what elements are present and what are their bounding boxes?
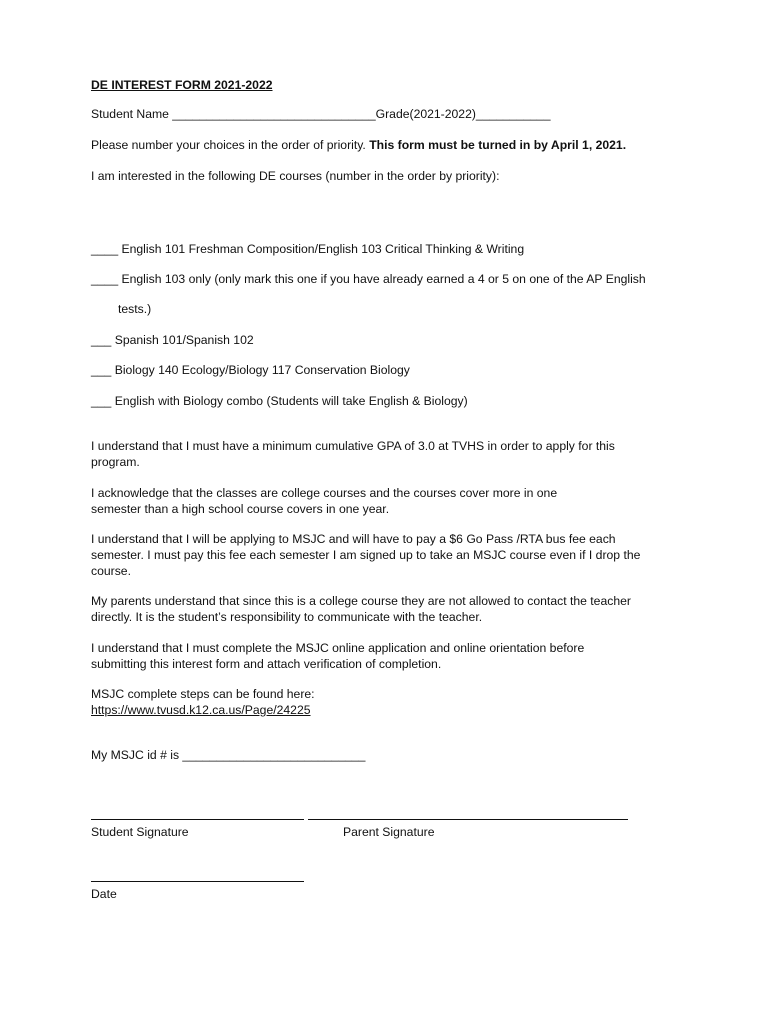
ack-line: semester. I must pay this fee each semester I am signed up to take an MSJC course even if I drop the [91,548,641,562]
ack-line: course. [91,564,131,578]
ack-msjc-fee [91,531,671,579]
course-item-biology: ___ Biology 140 Ecology/Biology 117 Conservation Biology [91,363,410,377]
msjc-steps-label: MSJC complete steps can be found here: [91,687,315,701]
date-line [91,881,304,882]
parent-signature-label: Parent Signature [343,825,435,839]
course-item-english-biology-combo: ___ English with Biology combo (Students will take English & Biology) [91,394,468,408]
ack-online-application [91,640,671,672]
date-label: Date [91,887,117,901]
deadline-notice: This form must be turned in by April 1, 2021. [369,138,627,152]
ack-parent-contact [91,593,671,625]
ack-gpa-requirement [91,438,671,470]
msjc-steps-link[interactable]: https://www.tvusd.k12.ca.us/Page/24225 [91,703,311,717]
ack-line: My parents understand that since this is a college course they are not allowed to contact the teacher [91,594,631,608]
ack-college-courses [91,485,671,517]
course-item-english-101: ____ English 101 Freshman Composition/English 103 Critical Thinking & Writing [91,242,525,256]
course-item-spanish: ___ Spanish 101/Spanish 102 [91,333,254,347]
ack-line: I acknowledge that the classes are college courses and the courses cover more in one [91,486,558,500]
ack-line: semester than a high school course covers in one year. [91,502,390,516]
ack-line: I understand that I must complete the MSJC online application and online orientation before [91,641,585,655]
form-title: DE INTEREST FORM 2021-2022 [91,78,273,92]
ack-line: program. [91,455,140,469]
ack-line: directly. It is the student’s responsibility to communicate with the teacher. [91,610,483,624]
parent-signature-line [308,819,628,820]
course-item-english-103-continued: tests.) [118,302,152,316]
student-signature-label: Student Signature [91,825,189,839]
msjc-id-field: My MSJC id # is ___________________________ [91,748,366,762]
priority-instruction [91,137,626,153]
ack-line: I understand that I must have a minimum cumulative GPA of 3.0 at TVHS in order to apply for this [91,439,615,453]
msjc-steps [91,686,671,718]
student-name-grade-field: Student Name ______________________________Grade(2021-2022)___________ [91,107,551,121]
ack-line: submitting this interest form and attach verification of completion. [91,657,442,671]
priority-instruction-text: Please number your choices in the order of priority. [91,138,366,152]
student-signature-line [91,819,304,820]
course-item-english-103: ____ English 103 only (only mark this one if you have already earned a 4 or 5 on one of the AP English [91,272,646,286]
interest-statement: I am interested in the following DE courses (number in the order by priority): [91,169,500,183]
ack-line: I understand that I will be applying to MSJC and will have to pay a $6 Go Pass /RTA bus fee each [91,532,616,546]
